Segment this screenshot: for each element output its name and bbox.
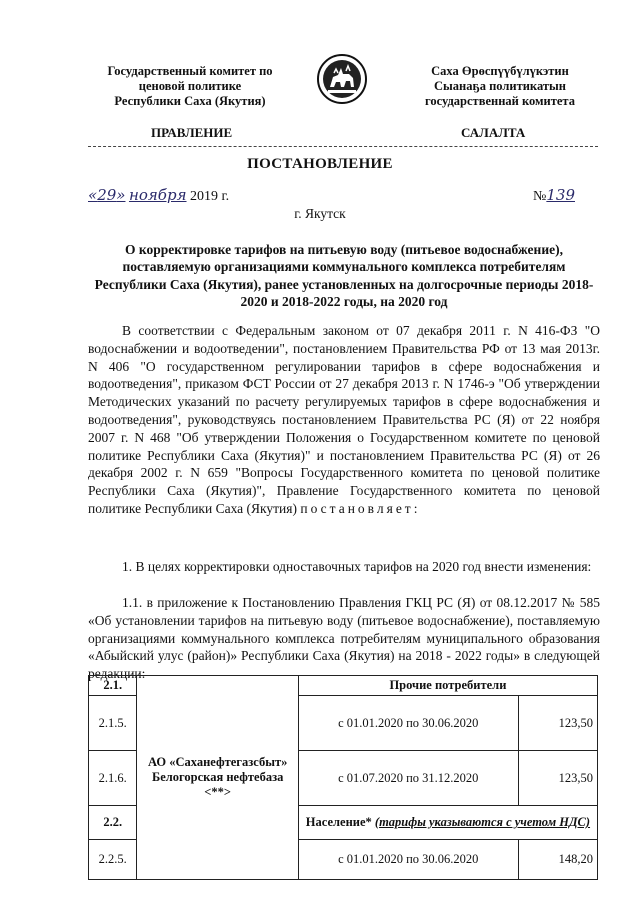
document-subject: О корректировке тарифов на питьевую воду (питьевое водоснабжение), поставляемую организациями коммунального комплекса потребителям Республики Саха (Якутия), ранее установленных на долгосрочные периоды 2018-2020 и 2018-2022 годы, на 2020 год	[94, 242, 594, 309]
date-year: 2019 г.	[190, 189, 230, 204]
sakha-republic-coat-of-arms-icon	[316, 53, 368, 105]
tariff-value: 123,50	[518, 696, 597, 751]
organization-cell: АО «Саханефтегазсбыт» Белогорская нефтебаза <**>	[137, 676, 298, 880]
row-number: 2.1.6.	[89, 751, 137, 806]
date-close-quote: »	[116, 186, 126, 204]
tariff-period: с 01.01.2020 по 30.06.2020	[298, 696, 518, 751]
group-header-label: Население*	[305, 815, 372, 829]
document-date	[88, 186, 229, 205]
group-header: Прочие потребители	[298, 676, 597, 696]
document-city: г. Якутск	[294, 206, 346, 221]
committee-name-ru-line: Государственный комитет по	[107, 64, 273, 78]
tariff-value: 123,50	[518, 751, 597, 806]
row-number: 2.1.	[89, 676, 137, 696]
row-number: 2.1.5.	[89, 696, 137, 751]
board-label-sakha: САЛАЛТА	[461, 125, 526, 140]
tariff-period: с 01.01.2020 по 30.06.2020	[298, 840, 518, 880]
tariff-table	[88, 675, 598, 880]
row-number: 2.2.5.	[89, 840, 137, 880]
date-day: 29	[97, 186, 117, 204]
date-month: ноября	[128, 186, 187, 204]
committee-name-ru-line: ценовой политике	[138, 79, 242, 93]
document-title: ПОСТАНОВЛЕНИЕ	[247, 156, 393, 172]
committee-name-sakha-line: государственнай комитета	[425, 94, 575, 108]
date-open-quote: «	[88, 186, 98, 204]
table-row	[89, 676, 598, 696]
group-header-note: (тарифы указываются с учетом НДС)	[374, 815, 591, 829]
number-prefix: №	[533, 189, 547, 204]
number-value: 139	[546, 186, 575, 204]
clause-1-1: 1.1. в приложение к Постановлению Правления ГКЦ РС (Я) от 08.12.2017 № 585 «Об установлении тарифов на питьевую воду (питьевое водоснабжение), поставляемую организациями коммунального комплекса потребителям муниципального образования «Абыйский улус (район)» Республики Саха (Якутия) на 2018 - 2022 годы» в следующей редакции:	[88, 595, 600, 682]
committee-name-sakha-line: Саха Өрөспүүбүлүкэтин	[431, 64, 569, 78]
resolves-word: постановляет:	[300, 500, 421, 516]
row-number: 2.2.	[89, 806, 137, 840]
committee-name-ru	[90, 64, 290, 109]
committee-name-sakha-line: Сыанаҕа политикатын	[434, 79, 566, 93]
tariff-period: с 01.07.2020 по 31.12.2020	[298, 751, 518, 806]
committee-name-sakha	[400, 64, 600, 109]
clause-1: 1. В целях корректировки одноставочных тарифов на 2020 год внести изменения:	[122, 559, 592, 574]
document-number	[533, 186, 575, 205]
tariff-value: 148,20	[518, 840, 597, 880]
header-divider	[88, 146, 598, 147]
preamble-paragraph	[88, 322, 600, 518]
board-label-ru: ПРАВЛЕНИЕ	[151, 125, 233, 140]
committee-name-ru-line: Республики Саха (Якутия)	[114, 94, 266, 108]
preamble-text: В соответствии с Федеральным законом от 07 декабря 2011 г. N 416-ФЗ "О водоснабжении и водоотведении", постановлением Правительства РФ от 13 мая 2013г. N 406 "О государственном регулировании тарифов в сфере водоснабжения и водоотведения", приказом ФСТ России от 27 декабря 2013 г. N 1746-э "Об утверждении Методических указаний по расчету регулируемых тарифов в сфере водоснабжения и водоотведения", руководствуясь постановлением Правительства РС (Я) от 22 ноября 2007 г. N 468 "Об утверждении Положения о Государственном комитете по ценовой политике Республики Саха (Якутия)" и постановлением Правительства РС (Я) от 26 декабря 2002 г. N 659 "Вопросы Государственного комитета по ценовой политике Республики Саха (Якутия)", Правление Государственного комитета по ценовой политике Республики Саха (Якутия)	[88, 323, 600, 516]
group-header	[298, 806, 597, 840]
